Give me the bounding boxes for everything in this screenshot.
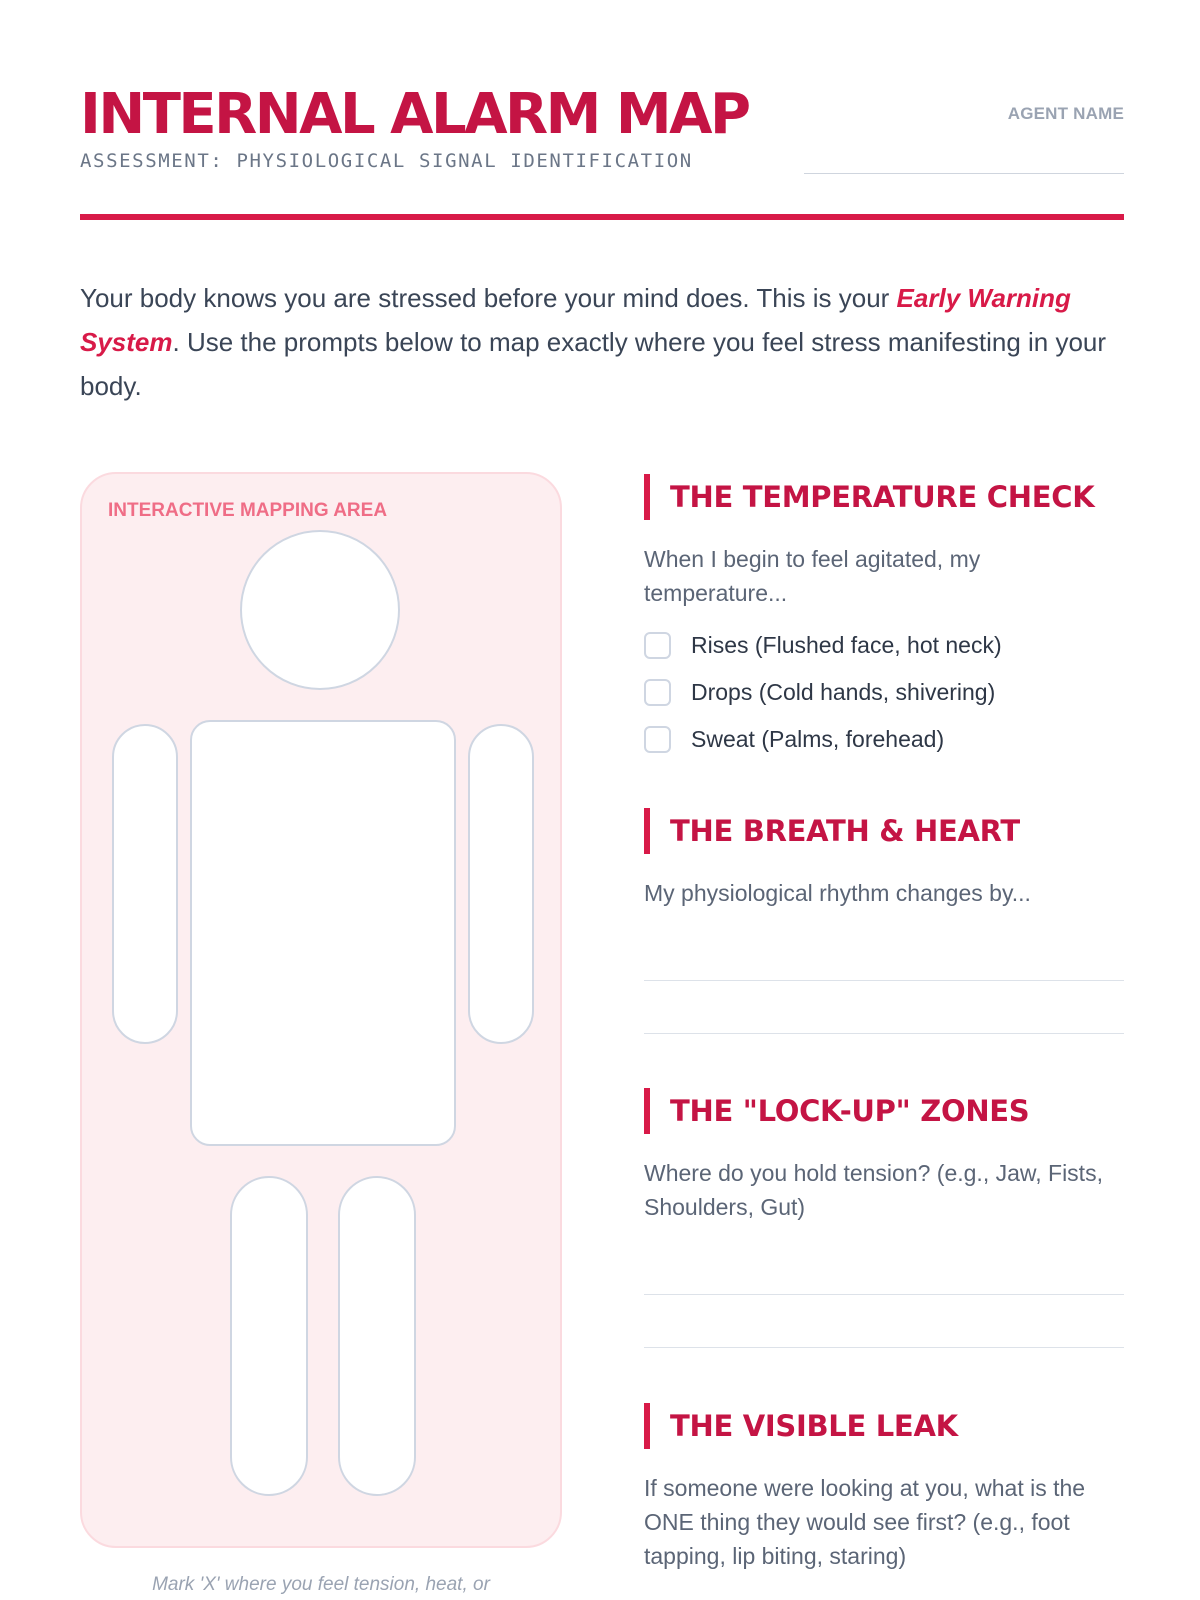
page-title: INTERNAL ALARM MAP [80,82,749,147]
checkbox-drops[interactable] [644,679,671,706]
body-right-arm[interactable] [468,724,534,1044]
intro-text-start: Your body knows you are stressed before your mind does. This is your [80,283,897,313]
answer-line[interactable] [644,1347,1124,1348]
section-accent-bar [644,474,650,520]
answer-line[interactable] [644,980,1124,981]
body-mapping-area[interactable] [80,472,562,1548]
section-prompt: If someone were looking at you, what is the ONE thing they would see first? (e.g., foot tapping, lip biting, staring) [644,1475,1086,1569]
section-title: THE BREATH & HEART [670,814,1020,848]
option-drops[interactable] [644,669,1124,716]
option-label: Rises (Flushed face, hot neck) [691,632,1002,658]
section-temperature [644,474,1124,763]
intro-text [80,276,1120,408]
body-right-leg[interactable] [338,1176,416,1496]
intro-text-end: . Use the prompts below to map exactly where you feel stress manifesting in your body. [80,327,1107,401]
page-subtitle: ASSESSMENT: PHYSIOLOGICAL SIGNAL IDENTIFICATION [80,150,693,172]
section-title: THE TEMPERATURE CHECK [670,480,1095,514]
checkbox-rises[interactable] [644,632,671,659]
body-left-leg[interactable] [230,1176,308,1496]
section-accent-bar [644,1088,650,1134]
section-title: THE "LOCK-UP" ZONES [670,1094,1030,1128]
section-accent-bar [644,808,650,854]
body-torso[interactable] [190,720,456,1146]
agent-name-label: AGENT NAME [1007,104,1124,123]
temperature-options [644,622,1124,763]
section-header [644,1088,1124,1134]
section-visible-leak [644,1403,1124,1573]
section-header [644,1403,1124,1449]
answer-line[interactable] [644,1294,1124,1295]
answer-line[interactable] [644,1033,1124,1034]
section-prompt: My physiological rhythm changes by... [644,880,1031,906]
body-left-arm[interactable] [112,724,178,1044]
section-prompt: Where do you hold tension? (e.g., Jaw, Fists, Shoulders, Gut) [644,1160,1103,1220]
mapping-area-label: INTERACTIVE MAPPING AREA [108,500,388,521]
section-prompt: When I begin to feel agitated, my temperature... [644,546,981,606]
option-label: Drops (Cold hands, shivering) [691,679,996,705]
section-breath-heart [644,808,1124,1038]
section-header [644,474,1124,520]
option-sweat[interactable] [644,716,1124,763]
option-rises[interactable] [644,622,1124,669]
section-header [644,808,1124,854]
agent-name-field[interactable] [804,173,1124,174]
header-divider [80,214,1124,220]
section-title: THE VISIBLE LEAK [670,1409,958,1443]
header [80,84,1124,224]
intro-highlight: Early Warning System [80,283,1071,357]
option-label: Sweat (Palms, forehead) [691,726,945,752]
section-accent-bar [644,1403,650,1449]
section-lock-up-zones [644,1088,1124,1352]
checkbox-sweat[interactable] [644,726,671,753]
mapping-area-caption: Mark 'X' where you feel tension, heat, or [152,1574,490,1595]
body-head[interactable] [240,530,400,690]
